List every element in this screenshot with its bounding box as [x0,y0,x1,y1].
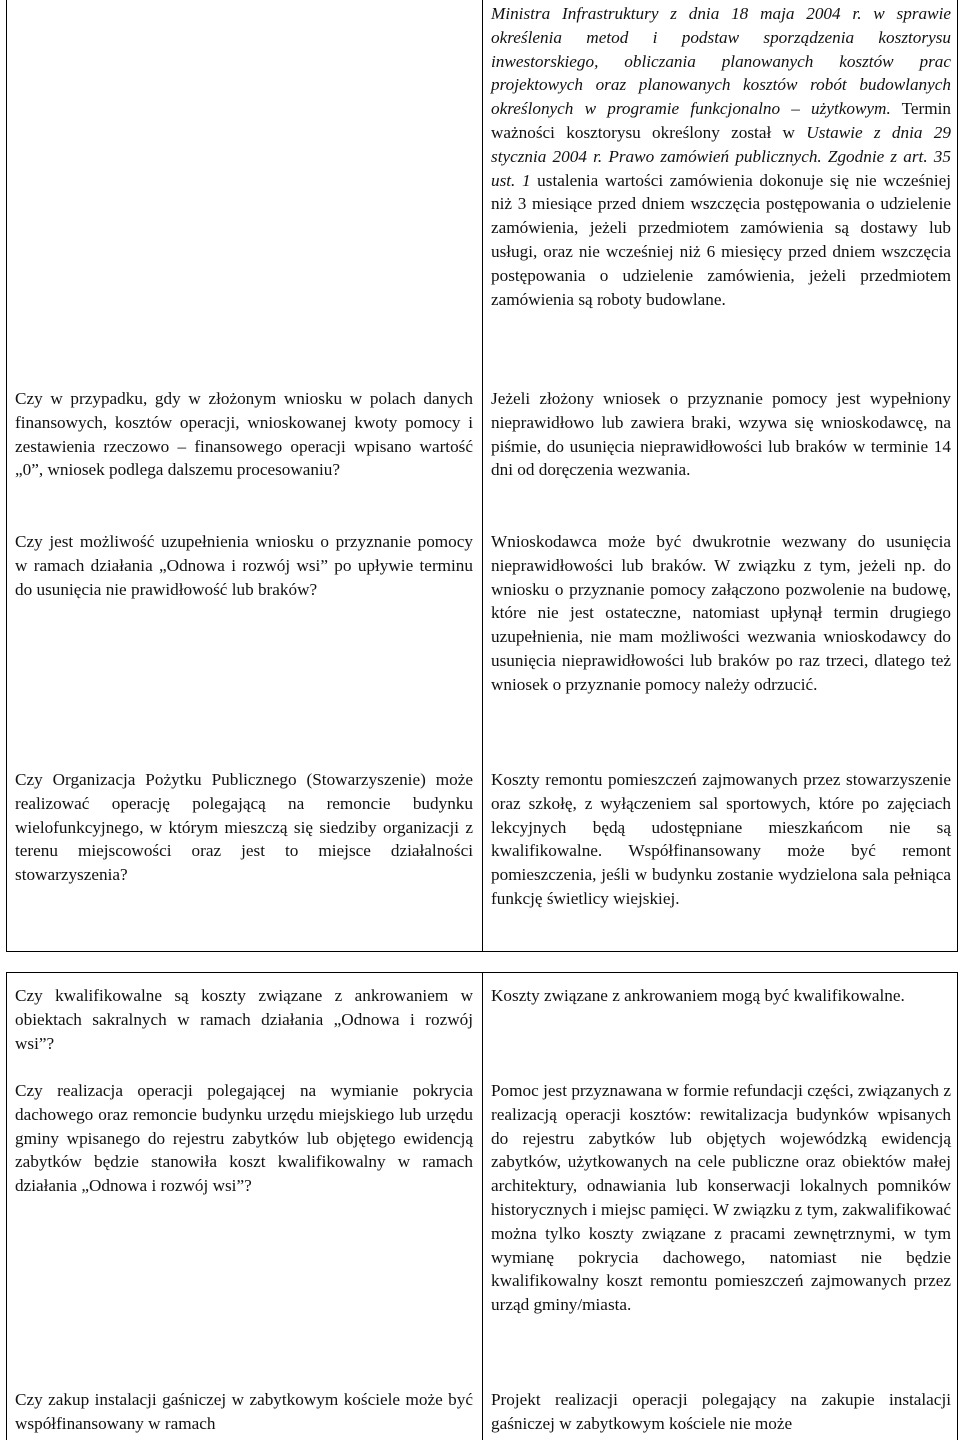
answer-cell [491,768,951,911]
question-cell [15,1388,473,1436]
answer-text: Jeżeli złożony wniosek o przyznanie pomocy jest wypełniony nieprawidłowo lub zawiera braki, wzywa się wnioskodawcę, na piśmie, do usunięcia nieprawidłowości lub braków w terminie 14 dni od doręczenia wezwania. [491,389,951,480]
table2-border-right [957,972,958,1440]
question-cell [15,768,473,887]
table-border-left [6,0,7,952]
answer-part-italic: Ustawie z dnia 29 stycznia 2004 r. Prawo zamówień publicznych. Zgodnie z art. 35 ust. 1 [491,122,951,190]
table2-border-top [6,972,958,973]
question-cell [15,1079,473,1198]
question-text: Czy jest możliwość uzupełnienia wniosku o przyznanie pomocy w ramach działania „Odnowa i rozwój wsi” po upływie terminu do usunięcia nie prawidłowość lub braków? [15,532,473,599]
answer-cell [491,530,951,697]
answer-text [491,2,951,311]
question-cell [15,984,473,1055]
answer-cell [491,387,951,482]
answer-cell [491,984,951,1008]
question-text: Czy zakup instalacji gaśniczej w zabytkowym kościele może być współfinansowany w ramach [15,1390,473,1433]
answer-text: Koszty remontu pomieszczeń zajmowanych przez stowarzyszenie oraz szkołę, z wyłączeniem sal sportowych, które po zajęciach lekcyjnych będą udostępniane mieszkańcom nie są kwalifikowalne. Współfinansowany może być remont pomieszczenia, jeśli w budynku zostanie wydzielona sala pełniąca funkcję świetlicy wiejskiej. [491,770,951,908]
question-text: Czy Organizacja Pożytku Publicznego (Stowarzyszenie) może realizować operację polegającą na remoncie budynku wielofunkcyjnego, w którym mieszczą się siedziby organizacji z terenu miejscowości oraz jest to miejsce działalności stowarzyszenia? [15,770,473,885]
table-border-bottom [6,951,958,952]
answer-part: Termin ważności kosztorysu określony został w [491,99,952,142]
answer-text: Pomoc jest przyznawana w formie refundacji części, związanych z realizacją operacji kosztów: rewitalizacja budynków wpisanych do rejestru zabytków lub objętych wojewódzką ewidencją zabytków, użytkowanych na cele publiczne oraz obiektów małej architektury, odnawiania lub konserwacji lokalnych pomników historycznych i miejsc pamięci. W związku z tym, zakwalifikować można tylko koszty związane z pracami zewnętrznymi, w tym wymianę pokrycia dachowego, natomiast nie będzie kwalifikowalny koszt remontu pomieszczeń zajmowanych przez urząd gminy/miasta. [491,1081,951,1315]
faq-table [6,0,958,1440]
table2-border-left [6,972,7,1440]
answer-text: Koszty związane z ankrowaniem mogą być kwalifikowalne. [491,986,905,1005]
question-text: Czy w przypadku, gdy w złożonym wniosku w polach danych finansowych, kosztów operacji, wnioskowanej kwoty pomocy i zestawienia rzeczowo – finansowego operacji wpisano wartość „0”, wniosek podlega dalszemu procesowaniu? [15,389,473,480]
table2-border-middle [482,972,483,1440]
answer-cell [491,1079,951,1317]
answer-part-italic: Ministra Infrastruktury z dnia 18 maja 2004 r. w sprawie określenia metod i podstaw sporządzenia kosztorysu inwestorskiego, obliczania planowanych kosztów prac projektowych oraz planowanych kosztów robót budowlanych określonych w programie funkcjonalno – użytkowym. [491,4,951,119]
answer-cell [491,1388,951,1436]
table-border-right [957,0,958,952]
question-text: Czy kwalifikowalne są koszty związane z ankrowaniem w obiektach sakralnych w ramach działania „Odnowa i rozwój wsi”? [15,986,473,1053]
question-text: Czy realizacja operacji polegającej na wymianie pokrycia dachowego oraz remoncie budynku urzędu miejskiego lub urzędu gminy wpisanego do rejestru zabytków lub objętego ewidencją zabytków będzie stanowiła koszt kwalifikowalny w ramach działania „Odnowa i rozwój wsi”? [15,1081,473,1196]
table-border-middle [482,0,483,952]
answer-text: Wnioskodawca może być dwukrotnie wezwany do usunięcia nieprawidłowości lub braków. W związku z tym, jeżeli np. do wniosku o przyznanie pomocy załączono pozwolenie na budowę, które nie jest ostateczne, natomiast upłynął termin drugiego uzupełnienia, nie mam możliwości wezwania wnioskodawcy do usunięcia nieprawidłowości lub braków po raz trzeci, dlatego też wniosek o przyznanie pomocy należy odrzucić. [491,532,951,694]
question-cell [15,530,473,601]
answer-cell-continuation [491,2,951,311]
answer-text: Projekt realizacji operacji polegający na zakupie instalacji gaśniczej w zabytkowym kościele nie może [491,1390,951,1433]
answer-part: ustalenia wartości zamówienia dokonuje się nie wcześniej niż 3 miesiące przed dniem wszczęcia postępowania o udzielenie zamówienia, jeżeli przedmiotem zamówienia są dostawy lub usługi, oraz nie wcześniej niż 6 miesięcy przed dniem wszczęcia postępowania o udzielenie zamówienia, jeżeli przedmiotem zamówienia są roboty budowlane. [491,170,951,309]
question-cell [15,387,473,482]
